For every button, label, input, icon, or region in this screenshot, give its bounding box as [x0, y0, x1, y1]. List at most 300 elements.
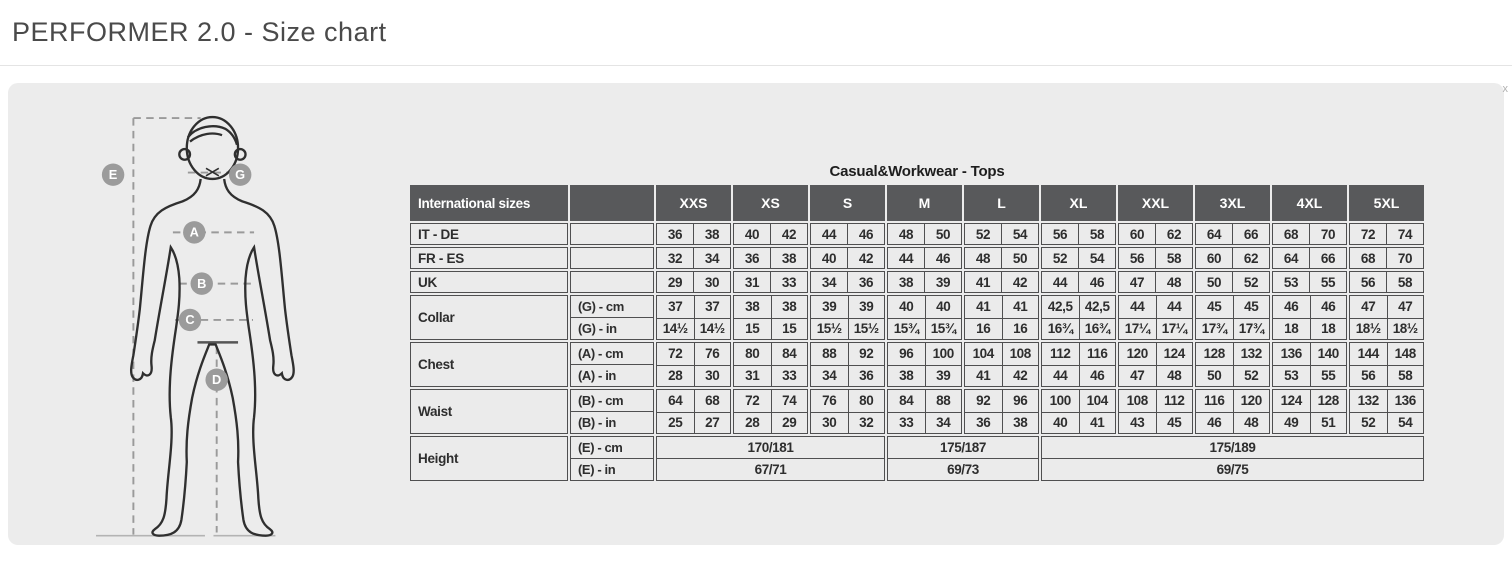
size-cell: 38 [1002, 412, 1039, 434]
size-cell: 96 [899, 346, 914, 362]
size-pair-cell [810, 271, 885, 293]
size-cell: 36 [847, 272, 884, 292]
size-quad-cell [1118, 295, 1193, 340]
size-cell: 88 [925, 390, 962, 412]
size-cell: 34 [821, 274, 837, 290]
size-cell: 74 [771, 390, 808, 412]
header-unit-cell [570, 185, 654, 221]
size-pair-cell [964, 271, 1039, 293]
size-cell: 55 [1310, 365, 1347, 387]
size-pair-cell [733, 271, 808, 293]
size-cell: 72 [745, 393, 760, 409]
size-cell: 116 [1203, 393, 1225, 409]
size-cell: 46 [847, 224, 884, 244]
size-cell: 42 [847, 248, 884, 268]
size-cell: 46 [1310, 296, 1347, 318]
size-cell: 41 [975, 274, 991, 290]
size-cell: 53 [1273, 365, 1310, 387]
size-cell: 48 [898, 226, 914, 242]
size-cell: 37 [694, 296, 731, 318]
size-quad-cell [1349, 389, 1424, 434]
size-cell: 104 [1079, 390, 1116, 412]
size-cell: 36 [848, 365, 885, 387]
size-cell: 30 [694, 365, 731, 387]
size-pair-cell [1195, 247, 1270, 269]
size-pair-cell [1041, 223, 1116, 245]
size-cell: 28 [734, 412, 771, 434]
size-quad-cell [887, 389, 962, 434]
size-cell: 64 [1283, 250, 1299, 266]
header-size-4xl: 4XL [1272, 185, 1347, 221]
header-size-l: L [964, 185, 1039, 221]
size-quad-cell [810, 342, 885, 387]
size-cell: 136 [1280, 346, 1302, 362]
size-cell: 42 [1002, 365, 1039, 387]
size-cell: 42 [1001, 272, 1038, 292]
size-cell: 29 [771, 412, 808, 434]
size-pair-cell [733, 247, 808, 269]
table-row [410, 223, 1424, 245]
size-cell: 31 [744, 274, 760, 290]
size-pair-cell [733, 223, 808, 245]
size-cell: 124 [1156, 343, 1193, 365]
size-pair-cell [1118, 271, 1193, 293]
size-pair-cell [887, 223, 962, 245]
size-cell: 84 [899, 393, 914, 409]
size-cell: 52 [1233, 365, 1270, 387]
size-cell: 47 [1129, 274, 1145, 290]
size-cell: 66 [1232, 224, 1269, 244]
header-size-5xl: 5XL [1349, 185, 1424, 221]
size-quad-cell [887, 295, 962, 340]
size-quad-cell [964, 295, 1039, 340]
size-cell: 15 [771, 318, 808, 340]
size-cell: 52 [1232, 272, 1269, 292]
size-cell: 17¼ [1156, 318, 1193, 340]
size-cell: 72 [1360, 226, 1376, 242]
size-cell: 84 [771, 343, 808, 365]
size-quad-cell [1349, 295, 1424, 340]
size-quad-cell [733, 342, 808, 387]
row-label: Waist [410, 389, 568, 434]
size-pair-cell [656, 247, 731, 269]
size-quad-cell [656, 295, 731, 340]
size-cell: 45 [1156, 412, 1193, 434]
size-cell: 48 [1155, 272, 1192, 292]
size-cell: 108 [1126, 393, 1148, 409]
size-cell: 15 [734, 318, 771, 340]
size-cell: 17¼ [1119, 318, 1156, 340]
collar-label: G [235, 166, 246, 182]
size-cell: 42 [770, 224, 807, 244]
size-cell: 14½ [694, 318, 731, 340]
size-cell: 96 [1002, 390, 1039, 412]
size-cell: 15¾ [888, 318, 925, 340]
size-cell: 52 [975, 226, 991, 242]
size-quad-cell [656, 342, 731, 387]
size-cell: 31 [734, 365, 771, 387]
height-value: 69/73 [888, 458, 1038, 480]
header-size-m: M [887, 185, 962, 221]
size-cell: 76 [694, 343, 731, 365]
header-size-xxs: XXS [656, 185, 731, 221]
header-size-s: S [810, 185, 885, 221]
size-quad-cell [1272, 342, 1347, 387]
size-cell: 88 [822, 346, 837, 362]
size-quad-cell [964, 389, 1039, 434]
size-cell: 66 [1309, 248, 1346, 268]
size-cell: 112 [1156, 390, 1193, 412]
size-cell: 54 [1387, 412, 1424, 434]
size-cell: 120 [1126, 346, 1148, 362]
row-label: UK [410, 271, 568, 293]
table-group-row [410, 295, 1424, 340]
size-pair-cell [656, 223, 731, 245]
size-cell: 55 [1309, 272, 1346, 292]
size-cell: 42,5 [1079, 296, 1116, 318]
size-cell: 28 [657, 365, 694, 387]
body-measurement-diagram [92, 101, 304, 541]
size-cell: 40 [899, 299, 914, 315]
size-cell: 52 [1052, 250, 1068, 266]
size-cell: 124 [1280, 393, 1302, 409]
size-cell: 14½ [657, 318, 694, 340]
height-value: 67/71 [657, 458, 884, 480]
size-cell: 46 [1284, 299, 1299, 315]
size-cell: 108 [1002, 343, 1039, 365]
size-cell: 70 [1309, 224, 1346, 244]
hair [188, 126, 237, 145]
row-label: Chest [410, 342, 568, 387]
size-cell: 41 [965, 365, 1002, 387]
size-quad-cell [656, 389, 731, 434]
hip-label: C [185, 312, 195, 328]
size-cell: 46 [1078, 272, 1115, 292]
unit-cell [570, 295, 654, 340]
size-cell: 92 [976, 393, 991, 409]
size-cell: 112 [1049, 346, 1071, 362]
size-cell: 58 [1078, 224, 1115, 244]
size-cell: 44 [1042, 365, 1079, 387]
table-row [410, 247, 1424, 269]
size-quad-cell [1349, 342, 1424, 387]
size-cell: 47 [1361, 299, 1376, 315]
size-cell: 60 [1206, 250, 1222, 266]
size-cell: 16 [965, 318, 1002, 340]
size-cell: 16 [1002, 318, 1039, 340]
size-quad-cell [733, 295, 808, 340]
size-quad-cell [1041, 389, 1116, 434]
size-pair-cell [1195, 271, 1270, 293]
size-chart-panel [8, 83, 1508, 545]
size-cell: 100 [1049, 393, 1071, 409]
unit-label: (E) - in [571, 458, 653, 480]
size-cell: 49 [1273, 412, 1310, 434]
size-cell: 36 [667, 226, 683, 242]
size-cell: 34 [925, 412, 962, 434]
size-cell: 68 [1360, 250, 1376, 266]
size-cell: 54 [1078, 248, 1115, 268]
size-quad-cell [1195, 295, 1270, 340]
size-pair-cell [964, 223, 1039, 245]
size-pair-cell [887, 271, 962, 293]
size-cell: 41 [1079, 412, 1116, 434]
size-quad-cell [810, 389, 885, 434]
size-cell: 15¾ [925, 318, 962, 340]
table-header-row [410, 185, 1424, 221]
size-cell: 37 [668, 299, 683, 315]
size-pair-cell [810, 223, 885, 245]
size-cell: 132 [1357, 393, 1379, 409]
size-cell: 136 [1387, 390, 1424, 412]
size-cell: 44 [898, 250, 914, 266]
size-cell: 40 [821, 250, 837, 266]
size-cell: 51 [1310, 412, 1347, 434]
size-cell: 15½ [811, 318, 848, 340]
size-cell: 100 [925, 343, 962, 365]
size-cell: 50 [924, 224, 961, 244]
size-cell: 44 [1130, 299, 1145, 315]
size-cell: 17¾ [1196, 318, 1233, 340]
size-cell: 38 [888, 365, 925, 387]
size-cell: 33 [771, 365, 808, 387]
size-pair-cell [1195, 223, 1270, 245]
size-cell: 48 [975, 250, 991, 266]
header-size-3xl: 3XL [1195, 185, 1270, 221]
size-cell: 32 [667, 250, 683, 266]
size-cell: 38 [898, 274, 914, 290]
header-international-sizes: International sizes [410, 185, 568, 221]
unit-cell [570, 389, 654, 434]
size-cell: 70 [1386, 248, 1423, 268]
size-quad-cell [1041, 295, 1116, 340]
size-quad-cell [733, 389, 808, 434]
size-cell: 47 [1119, 365, 1156, 387]
size-pair-cell [887, 247, 962, 269]
size-cell: 44 [1052, 274, 1068, 290]
human-figure-outline [131, 117, 294, 536]
size-cell: 32 [848, 412, 885, 434]
unit-label: (B) - in [571, 411, 653, 433]
close-icon[interactable]: x [1502, 83, 1508, 95]
size-cell: 15½ [848, 318, 885, 340]
size-cell: 36 [965, 412, 1002, 434]
size-cell: 39 [822, 299, 837, 315]
size-cell: 56 [1360, 274, 1376, 290]
size-cell: 44 [1156, 296, 1193, 318]
size-cell: 41 [1002, 296, 1039, 318]
size-quad-cell [1118, 389, 1193, 434]
size-pair-cell [1118, 247, 1193, 269]
row-label: FR - ES [410, 247, 568, 269]
size-cell: 44 [821, 226, 837, 242]
size-cell: 33 [888, 412, 925, 434]
size-cell: 46 [1196, 412, 1233, 434]
size-cell: 144 [1357, 346, 1379, 362]
size-cell: 38 [770, 248, 807, 268]
size-cell: 52 [1350, 412, 1387, 434]
size-cell: 30 [693, 272, 730, 292]
size-cell: 128 [1310, 390, 1347, 412]
size-pair-cell [1041, 271, 1116, 293]
size-cell: 18 [1273, 318, 1310, 340]
size-cell: 60 [1129, 226, 1145, 242]
unit-cell [570, 271, 654, 293]
size-cell: 76 [822, 393, 837, 409]
size-cell: 39 [925, 365, 962, 387]
size-pair-cell [1041, 247, 1116, 269]
unit-label: (G) - in [571, 317, 653, 339]
size-cell: 39 [924, 272, 961, 292]
unit-cell [570, 223, 654, 245]
size-cell: 46 [924, 248, 961, 268]
row-label: Height [410, 436, 568, 481]
size-cell: 56 [1129, 250, 1145, 266]
size-cell: 17¾ [1233, 318, 1270, 340]
table-area [410, 163, 1424, 483]
size-pair-cell [1272, 223, 1347, 245]
unit-cell [570, 342, 654, 387]
size-cell: 29 [667, 274, 683, 290]
size-cell: 53 [1283, 274, 1299, 290]
size-cell: 50 [1196, 365, 1233, 387]
size-pair-cell [656, 271, 731, 293]
size-cell: 18½ [1387, 318, 1424, 340]
size-cell: 40 [925, 296, 962, 318]
size-cell: 38 [745, 299, 760, 315]
size-cell: 80 [848, 390, 885, 412]
size-pair-cell [1118, 223, 1193, 245]
size-quad-cell [1195, 389, 1270, 434]
size-cell: 47 [1387, 296, 1424, 318]
size-cell: 18 [1310, 318, 1347, 340]
height-merged-cell [887, 436, 1039, 481]
size-cell: 132 [1233, 343, 1270, 365]
size-cell: 140 [1310, 343, 1347, 365]
size-cell: 148 [1387, 343, 1424, 365]
size-pair-cell [1349, 271, 1424, 293]
waist-label: B [197, 275, 207, 291]
page-header [0, 0, 1512, 66]
size-pair-cell [810, 247, 885, 269]
size-quad-cell [887, 342, 962, 387]
height-value: 170/181 [747, 440, 794, 455]
size-cell: 50 [1206, 274, 1222, 290]
size-cell: 68 [1283, 226, 1299, 242]
size-quad-cell [964, 342, 1039, 387]
size-cell: 58 [1387, 365, 1424, 387]
unit-label: (G) - cm [578, 299, 624, 314]
size-cell: 38 [771, 296, 808, 318]
size-cell: 18½ [1350, 318, 1387, 340]
chest-label: A [189, 224, 199, 240]
size-pair-cell [1272, 271, 1347, 293]
size-quad-cell [1272, 295, 1347, 340]
size-pair-cell [1272, 247, 1347, 269]
inseam-label: D [212, 372, 222, 388]
size-quad-cell [1272, 389, 1347, 434]
size-cell: 45 [1233, 296, 1270, 318]
size-pair-cell [1349, 223, 1424, 245]
size-cell: 58 [1386, 272, 1423, 292]
table-group-row [410, 389, 1424, 434]
header-size-xs: XS [733, 185, 808, 221]
size-pair-cell [1349, 247, 1424, 269]
size-quad-cell [810, 295, 885, 340]
size-cell: 43 [1119, 412, 1156, 434]
size-cell: 64 [668, 393, 683, 409]
size-cell: 36 [744, 250, 760, 266]
size-cell: 104 [972, 346, 994, 362]
table-row [410, 271, 1424, 293]
size-cell: 80 [745, 346, 760, 362]
size-cell: 33 [770, 272, 807, 292]
row-label: Collar [410, 295, 568, 340]
row-label: IT - DE [410, 223, 568, 245]
size-cell: 42,5 [1047, 299, 1073, 315]
height-label: E [108, 166, 118, 182]
size-cell: 50 [1001, 248, 1038, 268]
unit-label: (A) - cm [578, 346, 624, 361]
size-cell: 45 [1207, 299, 1222, 315]
height-value: 175/187 [940, 440, 986, 455]
size-cell: 74 [1386, 224, 1423, 244]
size-cell: 72 [668, 346, 683, 362]
unit-label: (B) - cm [578, 393, 624, 408]
size-cell: 116 [1079, 343, 1116, 365]
size-quad-cell [1041, 342, 1116, 387]
size-cell: 64 [1206, 226, 1222, 242]
header-size-xl: XL [1041, 185, 1116, 221]
table-group-row [410, 436, 1424, 481]
size-cell: 38 [693, 224, 730, 244]
table-group-row [410, 342, 1424, 387]
size-cell: 39 [848, 296, 885, 318]
size-pair-cell [964, 247, 1039, 269]
height-value: 175/189 [1209, 440, 1256, 455]
size-cell: 56 [1052, 226, 1068, 242]
size-cell: 27 [694, 412, 731, 434]
size-cell: 30 [811, 412, 848, 434]
size-cell: 16¾ [1042, 318, 1079, 340]
hair-fringe [190, 134, 222, 142]
header-size-xxl: XXL [1118, 185, 1193, 221]
size-cell: 46 [1079, 365, 1116, 387]
table-caption: Casual&Workwear - Tops [829, 163, 1005, 180]
size-cell: 16¾ [1079, 318, 1116, 340]
height-value: 69/75 [1042, 458, 1423, 480]
size-table [410, 185, 1424, 481]
size-cell: 62 [1155, 224, 1192, 244]
size-cell: 25 [657, 412, 694, 434]
size-cell: 34 [811, 365, 848, 387]
size-cell: 34 [693, 248, 730, 268]
size-cell: 58 [1155, 248, 1192, 268]
size-cell: 120 [1233, 390, 1270, 412]
size-cell: 68 [694, 390, 731, 412]
size-cell: 56 [1350, 365, 1387, 387]
page-title: PERFORMER 2.0 - Size chart [12, 17, 387, 47]
size-cell: 48 [1156, 365, 1193, 387]
size-quad-cell [1195, 342, 1270, 387]
height-merged-cell [656, 436, 885, 481]
size-cell: 40 [1042, 412, 1079, 434]
unit-label: (A) - in [571, 364, 653, 386]
size-quad-cell [1118, 342, 1193, 387]
unit-cell [570, 436, 654, 481]
size-cell: 62 [1232, 248, 1269, 268]
size-cell: 54 [1001, 224, 1038, 244]
